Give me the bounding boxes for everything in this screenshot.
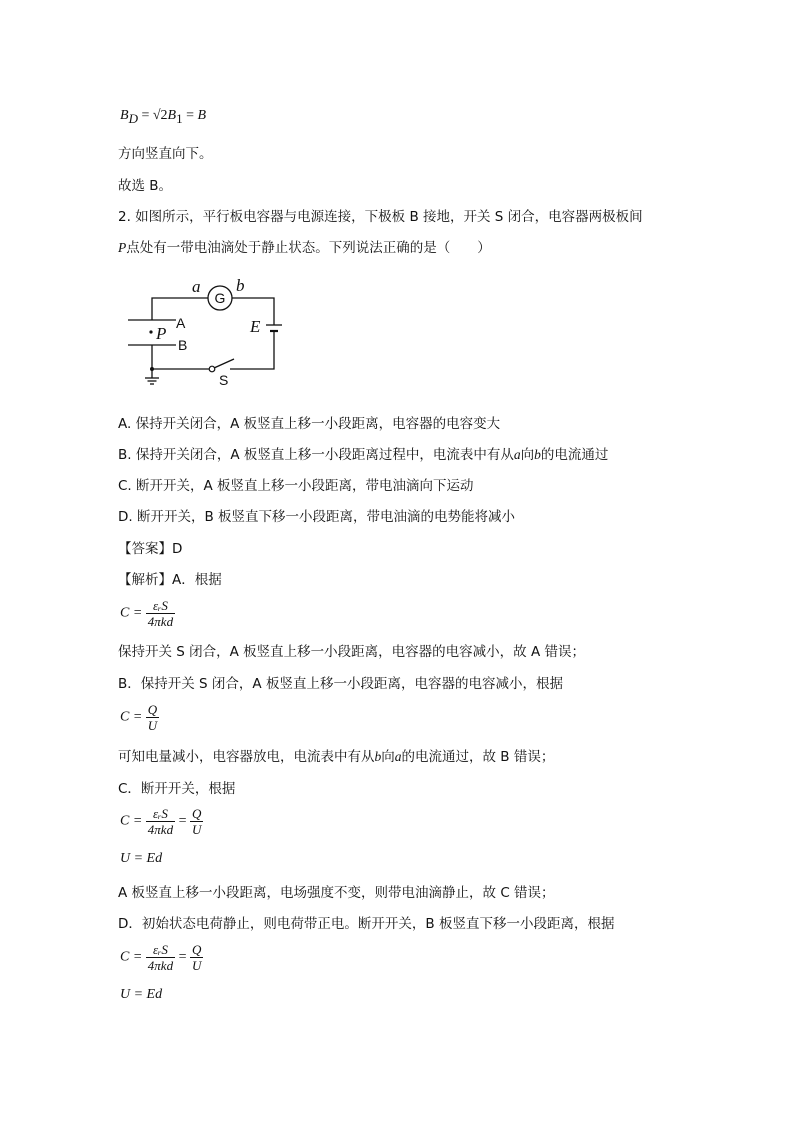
label-s: S xyxy=(219,372,229,388)
formula-bd: $B_D = √2B_1 = B$ xyxy=(120,108,207,126)
option-a: A. 保持开关闭合，A 板竖直上移一小段距离，电容器的电容变大 xyxy=(118,416,501,432)
label-plate-b: B xyxy=(178,337,188,353)
formula-capacitance-4: C = $\frac{\text{εᵣS}}{\text{4πkd}}$ = $\frac{Q}{U}$ xyxy=(120,942,202,973)
direction-text: 方向竖直向下。 xyxy=(118,146,213,162)
junction-dot xyxy=(150,367,154,371)
choose-text: 故选 B。 xyxy=(118,178,173,194)
point-p: P xyxy=(118,240,127,255)
oil-drop-dot xyxy=(149,330,152,333)
analysis-b2: 可知电量减小，电容器放电，电流表中有从b向a的电流通过，故 B 错误； xyxy=(118,749,555,765)
switch-contact xyxy=(209,366,215,372)
analysis-d: D．初始状态电荷静止，则电荷带正电。断开开关，B 板竖直下移一小段距离，根据 xyxy=(118,916,615,932)
analysis-b: B．保持开关 S 闭合，A 板竖直上移一小段距离，电容器的电容减小，根据 xyxy=(118,676,563,692)
formula-capacitance-2: C = $\frac{Q}{U}$ xyxy=(120,702,158,733)
label-g: G xyxy=(214,290,226,306)
option-c: C. 断开开关，A 板竖直上移一小段距离，带电油滴向下运动 xyxy=(118,478,474,494)
question-line-2: P点处有一带电油滴处于静止状态。下列说法正确的是（ ） xyxy=(118,240,491,256)
switch-blade xyxy=(214,359,234,368)
wire-right-bottom xyxy=(230,331,274,369)
analysis-intro: 【解析】A．根据 xyxy=(118,572,222,588)
analysis-c2: A 板竖直上移一小段距离，电场强度不变，则带电油滴静止，故 C 错误； xyxy=(118,885,555,901)
analysis-c: C．断开开关，根据 xyxy=(118,781,236,797)
option-b: B. 保持开关闭合，A 板竖直上移一小段距离过程中，电流表中有从a向b的电流通过 xyxy=(118,447,609,463)
formula-capacitance-1: C = $\frac{\text{εᵣS}}{\text{4πkd}}$ xyxy=(120,598,174,629)
question-line-1: 2. 如图所示，平行板电容器与电源连接，下极板 B 接地，开关 S 闭合，电容器两极板间 xyxy=(118,209,643,225)
label-p: P xyxy=(156,324,167,343)
formula-u-ed-2: U = Ed xyxy=(120,987,163,1002)
label-a: a xyxy=(192,277,201,296)
label-plate-a: A xyxy=(176,315,186,331)
circuit-diagram xyxy=(118,272,288,390)
label-e: E xyxy=(250,317,261,336)
option-d: D. 断开开关，B 板竖直下移一小段距离，带电油滴的电势能将减小 xyxy=(118,509,516,525)
label-b: b xyxy=(236,276,245,295)
formula-u-ed-1: U = Ed xyxy=(120,851,163,866)
analysis-a: 保持开关 S 闭合，A 板竖直上移一小段距离，电容器的电容减小，故 A 错误； xyxy=(118,644,585,660)
answer-line: 【答案】D xyxy=(118,541,183,557)
formula-capacitance-3: C = $\frac{\text{εᵣS}}{\text{4πkd}}$ = $\frac{Q}{U}$ xyxy=(120,806,202,837)
